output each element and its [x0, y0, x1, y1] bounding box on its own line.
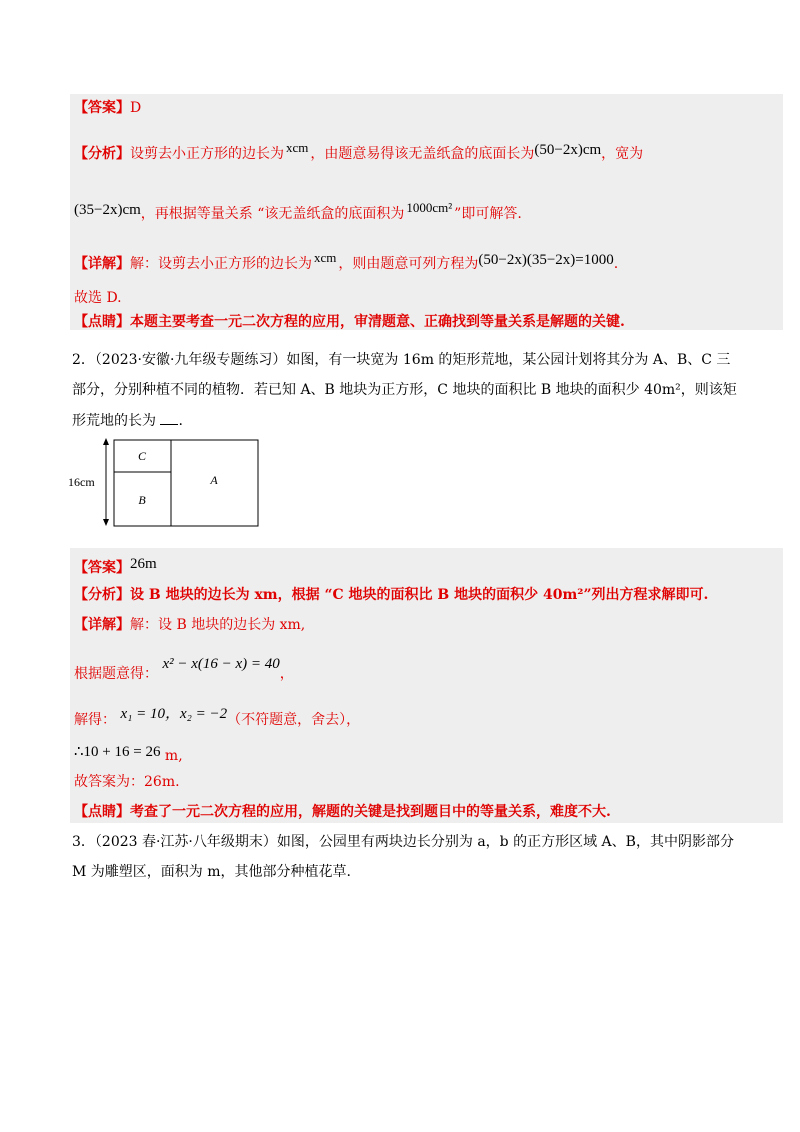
detail-tag: 【详解】	[74, 617, 130, 633]
question-2-line-3	[72, 410, 183, 431]
math-equation: x² − x(16 − x) = 40	[162, 656, 280, 672]
final-answer: 故答案为：26m.	[74, 774, 180, 790]
analysis-line-3	[74, 585, 708, 605]
comment-tag: 【点睛】	[74, 804, 130, 820]
solve-label: 解得：	[74, 712, 116, 728]
solve-line	[74, 704, 360, 730]
question-2-line-1: 2．（2023·安徽·九年级专题练习）如图，有一块宽为 16m 的矩形荒地，某公园计划将其分为 A、B、C 三	[72, 352, 731, 368]
final-line	[74, 772, 180, 792]
analysis-text: ，由题意易得该无盖纸盒的底面长为	[310, 146, 535, 162]
detail-text: ，则由题意可列方程为	[338, 256, 479, 272]
answer-line-2	[74, 554, 157, 578]
math-equation: (50−2x)(35−2x)=1000	[478, 252, 614, 268]
label-b: B	[138, 493, 146, 507]
detail-text: 解：设 B 地块的边长为 xm,	[130, 617, 306, 633]
equation-end: ，	[279, 666, 294, 682]
detail-text: .	[613, 256, 619, 272]
answer-blank	[160, 410, 178, 425]
math-sum: ∴10 + 16 = 26	[74, 744, 161, 760]
analysis-line-2	[74, 198, 522, 224]
comment-line-2	[74, 802, 611, 822]
label-c: C	[137, 449, 147, 463]
detail-line-1	[74, 248, 618, 274]
question-text: 形荒地的长为	[72, 413, 156, 429]
sum-unit: m,	[164, 748, 183, 764]
answer-line-1	[74, 98, 141, 118]
label-width: 16cm	[68, 475, 95, 489]
analysis-text: ，宽为	[601, 146, 644, 162]
comment-text: 本题主要考查一元二次方程的应用，审清题意、正确找到等量关系是解题的关键.	[130, 314, 625, 330]
choice-line	[74, 288, 122, 308]
label-a: A	[210, 473, 218, 487]
question-3-line-1: 3．（2023 春·江苏·八年级期末）如图，公园里有两块边长分别为 a，b 的正方形区域 A、B，其中阴影部分	[72, 834, 734, 850]
question-3-line-2: M 为雕塑区，面积为 m，其他部分种植花草.	[72, 864, 351, 880]
therefore-line	[74, 742, 183, 766]
analysis-text: 设剪去小正方形的边长为	[130, 146, 284, 162]
comment-line-1	[74, 312, 625, 332]
arrow-down-icon	[103, 519, 109, 526]
question-text: .	[178, 413, 183, 429]
math-roots: x₁ = 10，x₂ = −2	[120, 706, 228, 722]
detail-line-2	[74, 615, 305, 635]
answer-value: 26m	[130, 556, 157, 572]
detail-tag: 【详解】	[74, 256, 130, 272]
analysis-line-1	[74, 138, 643, 164]
question-2-line-2: 部分，分别种植不同的植物．若已知 A、B 地块为正方形，C 地块的面积比 B 地块的面积少 40m²，则该矩	[72, 382, 737, 398]
solve-note: （不符题意，舍去），	[227, 712, 361, 728]
arrow-up-icon	[103, 438, 109, 445]
outer-rectangle	[114, 440, 258, 526]
answer-tag: 【答案】	[74, 560, 130, 576]
comment-tag: 【点睛】	[74, 314, 130, 330]
analysis-text: 设 B 地块的边长为 xm，根据 “C 地块的面积比 B 地块的面积少 40m²”列出方程求解即可.	[130, 587, 709, 603]
analysis-tag: 【分析】	[74, 146, 130, 162]
equation-line	[74, 654, 294, 684]
math-length-expr: (50−2x)cm	[534, 142, 602, 158]
comment-text: 考查了一元二次方程的应用，解题的关键是找到题目中的等量关系，难度不大.	[130, 804, 611, 820]
math-width-expr: (35−2x)cm	[74, 202, 141, 218]
analysis-text: ”即可解答.	[454, 206, 522, 222]
math-area: 1000cm²	[406, 200, 453, 215]
equation-label: 根据题意得：	[74, 666, 158, 682]
answer-value: D	[130, 100, 142, 116]
analysis-text: ，再根据等量关系 “该无盖纸盒的底面积为	[140, 206, 405, 222]
math-x-cm: xcm	[314, 250, 337, 265]
choice-text: 故选 D.	[74, 290, 122, 306]
answer-tag: 【答案】	[74, 100, 130, 116]
analysis-tag: 【分析】	[74, 587, 130, 603]
math-x-cm: xcm	[286, 140, 309, 155]
detail-text: 解：设剪去小正方形的边长为	[130, 256, 312, 272]
rectangle-figure	[66, 436, 266, 531]
